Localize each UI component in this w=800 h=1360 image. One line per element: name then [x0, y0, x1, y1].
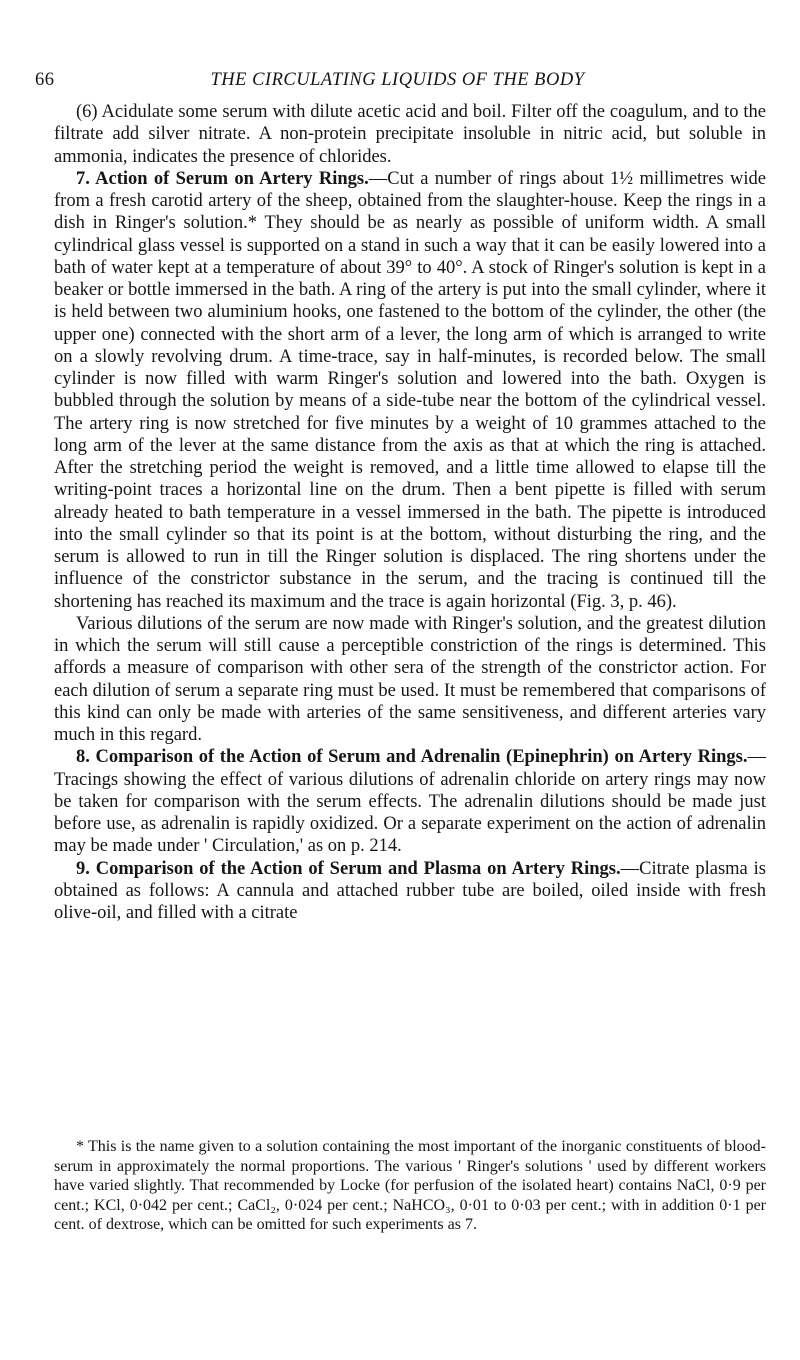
section-heading-8: 8. Comparison of the Action of Serum and Adrenalin (Epinephrin) on Artery Rings. [76, 747, 748, 768]
paragraph-adrenalin: 8. Comparison of the Action of Serum and Adrenalin (Epinephrin) on Artery Rings.—Tracings showing the effect of various dilutions of adrenalin chloride on artery rings may now be taken for comparison with the serum effects. The adrenalin dilutions should be made just before use, as adrenalin is rapidly oxidized. Or a separate experiment on the action of adrenalin may be made under ' Circulation,' as on p. 214. [54, 747, 766, 857]
page-number: 66 [35, 70, 55, 90]
paragraph-plasma: 9. Comparison of the Action of Serum and Plasma on Artery Rings.—Citrate plasma is obtained as follows: A cannula and attached rubber tube are boiled, oiled inside with fresh olive-oil, and filled with a citrate [54, 858, 766, 923]
section-heading-9: 9. Comparison of the Action of Serum and Plasma on Artery Rings. [76, 858, 621, 879]
page-header [35, 70, 760, 96]
footnote [54, 1137, 766, 1235]
paragraph-artery-rings: 7. Action of Serum on Artery Rings.—Cut a number of rings about 1½ millimetres wide from a fresh carotid artery of the sheep, obtained from the slaughter-house. Keep the rings in a dish in Ringer's solution.* They should be as nearly as possible of uniform width. A small cylindrical glass vessel is supported on a stand in such a way that it can be easily lowered into a bath of water kept at a temperature of about 39° to 40°. A stock of Ringer's solution is kept in a beaker or bottle immersed in the bath. A ring of the artery is put into the small cylinder, where it is held between two aluminium hooks, one fastened to the bottom of the cylinder, the other (the upper one) connected with the short arm of a lever, the long arm of which is arranged to write on a slowly revolving drum. A time-trace, say in half-minutes, is recorded below. The small cylinder is now filled with warm Ringer's solution and lowered into the bath. Oxygen is bubbled through the solution by means of a side-tube near the bottom of the cylindrical vessel. The artery ring is now stretched for five minutes by a weight of 10 grammes attached to the long arm of the lever at the same distance from the axis as that at which the ring is attached. After the stretching period the weight is removed, and a little time allowed to elapse till the writing-point traces a horizontal line on the drum. Then a bent pipette is filled with serum already heated to bath temperature in a vessel immersed in the bath. The pipette is introduced into the small cylinder so that its point is at the bottom, without disturbing the ring, and the serum is allowed to run in till the Ringer solution is displaced. The ring shortens under the influence of the constrictor substance in the serum, and the tracing is continued till the shortening has reached its maximum and the trace is again horizontal (Fig. 3, p. 46). [54, 168, 767, 612]
paragraph-dilutions: Various dilutions of the serum are now made with Ringer's solution, and the greatest dilution in which the serum will still cause a perceptible constriction of the rings is determined. This affords a measure of comparison with other sera of the strength of the constrictor action. For each dilution of serum a separate ring must be used. It must be remembered that comparisons of this kind can only be made with arteries of the same sensitiveness, and different arteries vary much in this regard. [54, 613, 766, 745]
section-heading-7: 7. Action of Serum on Artery Rings. [76, 168, 369, 189]
footnote-ringer-solution: * This is the name given to a solution containing the most important of the inorganic constituents of blood-serum in approximately the normal proportions. The various ' Ringer's solutions ' used by different workers have varied slightly. That recommended by Locke (for perfusion of the isolated heart) contains NaCl, 0·9 per cent.; KCl, 0·042 per cent.; CaCl₂, 0·024 per cent.; NaHCO₃, 0·01 to 0·03 per cent.; with in addition 0·1 per cent. of dextrose, which can be omitted for such experiments as 7. [54, 1138, 766, 1234]
body-text [54, 101, 766, 924]
running-title: THE CIRCULATING LIQUIDS OF THE BODY [210, 70, 585, 90]
paragraph-chlorides-test: (6) Acidulate some serum with dilute acetic acid and boil. Filter off the coagulum, and to the filtrate add silver nitrate. A non-protein precipitate insoluble in nitric acid, but soluble in ammonia, indicates the presence of chlorides. [54, 102, 766, 167]
